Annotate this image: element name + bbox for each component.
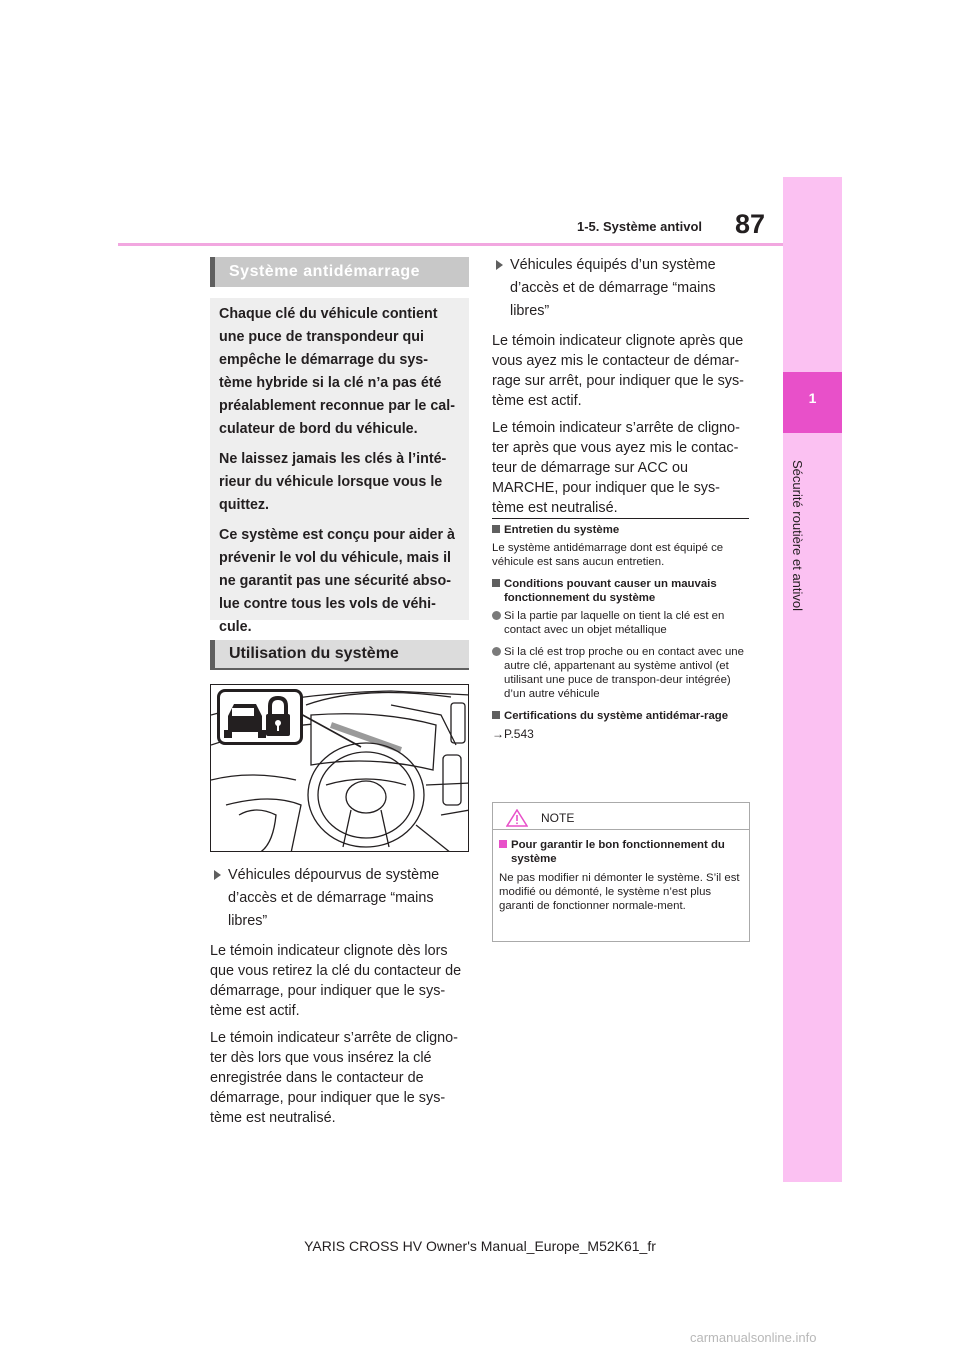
square-bullet-icon	[499, 840, 507, 848]
condition-item: Si la partie par laquelle on tient la clé est en contact avec un objet métallique	[492, 609, 752, 637]
section-divider	[492, 518, 749, 519]
note-heading-conditions: Conditions pouvant causer un mauvais fonctionnement du système	[492, 577, 752, 605]
notes-list	[492, 523, 752, 749]
intro-paragraph: Ne laissez jamais les clés à l’inté-rieur du véhicule lorsque vous le quittez.	[219, 451, 447, 513]
note-box-text: Ne pas modifier ni démonter le système. S’il est modifié ou démonté, le système n’est plus garanti de fonctionner normale-ment.	[499, 872, 740, 912]
footer-manual-id: YARIS CROSS HV Owner's Manual_Europe_M52K61_fr	[304, 1238, 656, 1254]
note-box	[492, 802, 750, 942]
square-bullet-icon	[492, 525, 500, 533]
triangle-bullet-icon	[496, 260, 503, 270]
chapter-number: 1	[808, 390, 817, 406]
right-column-text	[492, 254, 750, 525]
note-label: NOTE	[541, 811, 575, 825]
note-heading-certifications: Certifications du système antidémar-rage	[492, 709, 752, 723]
section-label: 1-5. Système antivol	[577, 219, 702, 234]
triangle-bullet-icon	[214, 870, 221, 880]
page-reference: →P.543	[492, 727, 534, 741]
chapter-title: Sécurité routière et antivol	[790, 460, 805, 612]
square-bullet-icon	[492, 711, 500, 719]
left-column-text	[210, 864, 472, 1135]
note-box-heading: Pour garantir le bon fonctionnement du système	[499, 838, 743, 866]
paragraph: Le témoin indicateur clignote après que vous ayez mis le contacteur de démar-rage sur arrêt, pour indiquer que le sys-tème est actif.	[492, 333, 744, 409]
header-rule	[118, 243, 783, 246]
condition-item: Si la clé est trop proche ou en contact avec une autre clé, appartenant au système antivol (et utilisant une puce de transpon-deur intégrée) d’un autre véhicule	[492, 645, 752, 701]
bullet-smart-key: Véhicules équipés d’un système d’accès et de démarrage “mains libres”	[492, 254, 750, 323]
paragraph: Le témoin indicateur clignote dès lors que vous retirez la clé du contacteur de démarrage, pour indiquer que le sys-tème est actif.	[210, 943, 462, 1019]
immobilizer-indicator-icon	[217, 689, 303, 745]
intro-paragraph: Ce système est conçu pour aider à prévenir le vol du véhicule, mais il ne garantit pas une sécurité abso-lue contre tous les vols de véhi-cule.	[219, 527, 455, 635]
intro-paragraph: Chaque clé du véhicule contient une puce de transpondeur qui empêche le démarrage du sys-tème hybride si la clé n’a pas été préalablement reconnue par le cal-culateur de bord du véhicule.	[219, 306, 455, 437]
dashboard-illustration	[210, 684, 469, 852]
note-header	[493, 803, 749, 830]
circle-bullet-icon	[492, 647, 501, 656]
watermark: carmanualsonline.info	[690, 1330, 817, 1345]
chapter-sidebar	[783, 177, 842, 1182]
note-body	[493, 830, 749, 913]
paragraph: Le témoin indicateur s’arrête de cligno-ter après que vous ayez mis le contac-teur de démarrage sur ACC ou MARCHE, pour indiquer que le sys-tème est neutralisé.	[492, 420, 740, 516]
paragraph: Le témoin indicateur s’arrête de cligno-ter dès lors que vous insérez la clé enregistrée dans le contacteur de démarrage, pour indiquer que le sys-tème est neutralisé.	[210, 1030, 458, 1126]
bullet-no-smart-key: Véhicules dépourvus de système d’accès et de démarrage “mains libres”	[210, 864, 472, 933]
note-text: Le système antidémarrage dont est équipé ce véhicule est sans aucun entretien.	[492, 542, 724, 568]
heading-usage: Utilisation du système	[210, 640, 469, 670]
heading-immobilizer: Système antidémarrage	[210, 257, 469, 287]
circle-bullet-icon	[492, 611, 501, 620]
warning-triangle-icon	[506, 809, 528, 827]
intro-box	[210, 298, 469, 635]
page-number: 87	[734, 209, 766, 239]
note-heading-maintenance: Entretien du système	[492, 523, 752, 537]
square-bullet-icon	[492, 579, 500, 587]
